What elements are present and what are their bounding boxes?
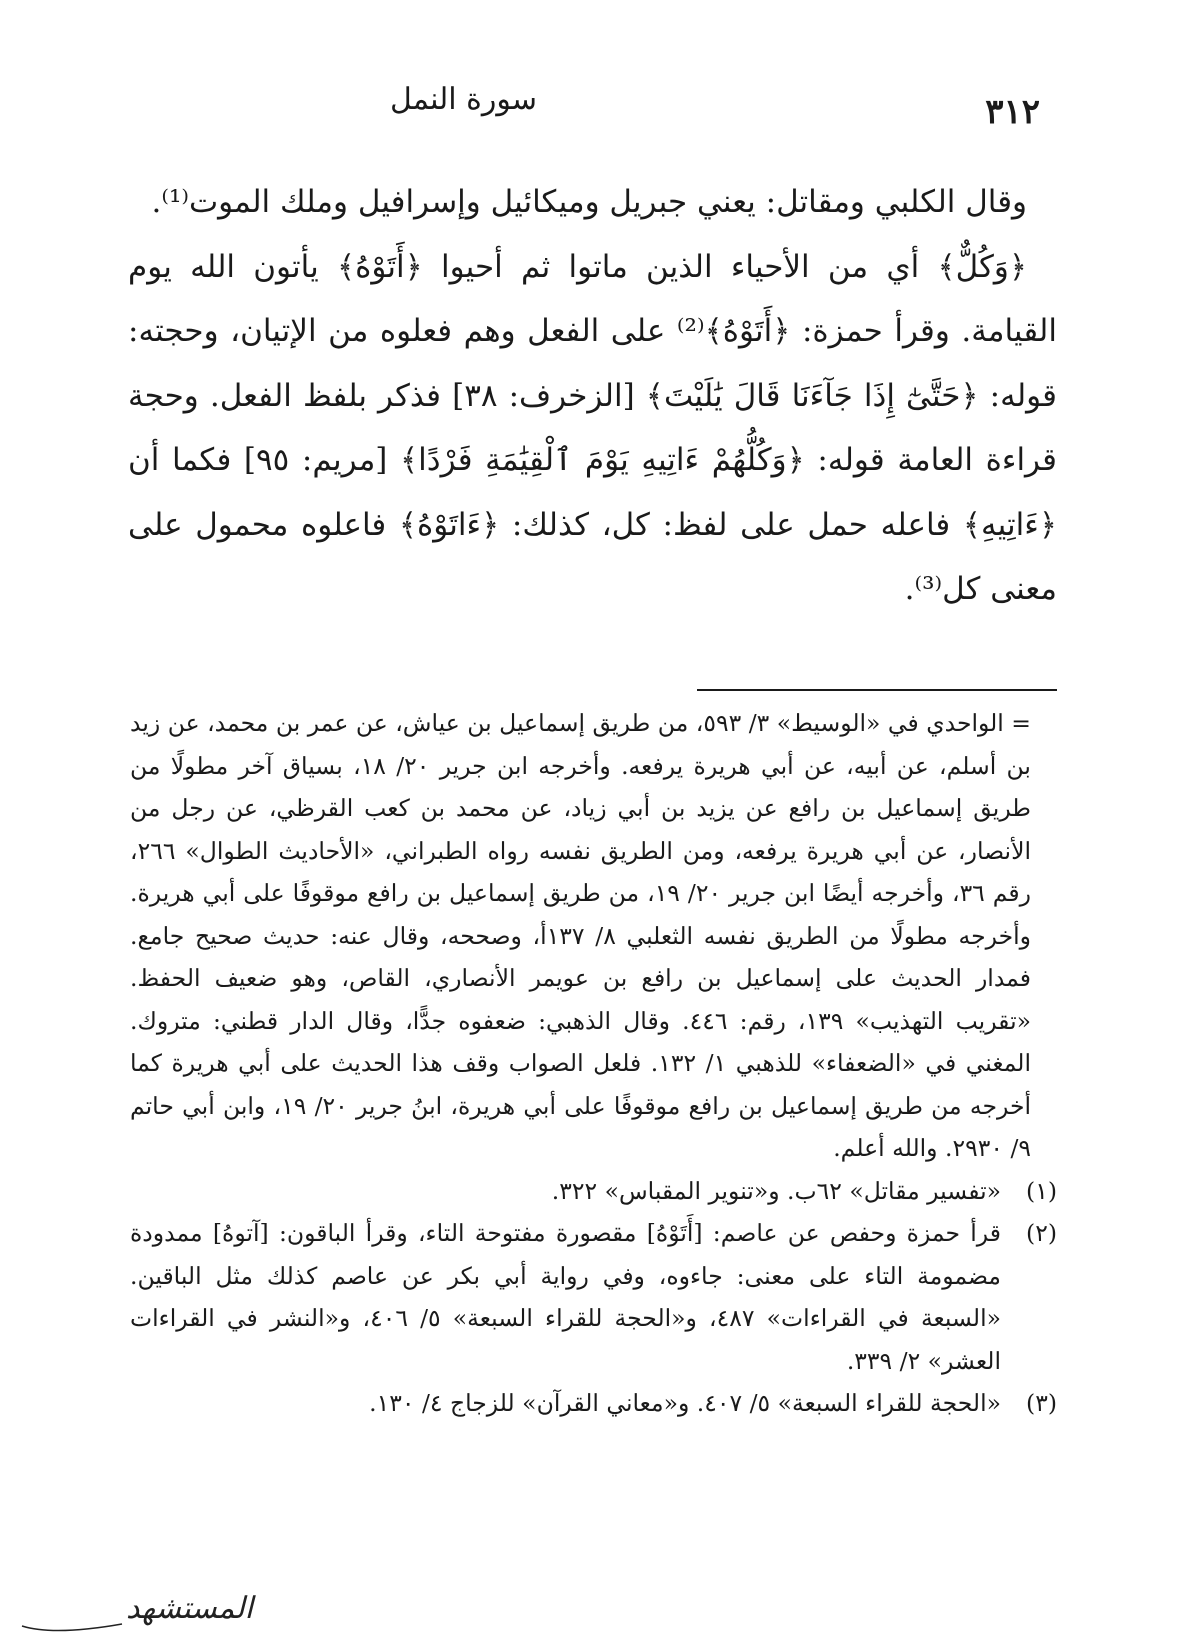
footnote-number: (١) <box>1026 1176 1057 1205</box>
footnote-text: قرأ حمزة وحفص عن عاصم: [أَتَوْهُ] مقصورة مفتوحة التاء، وقرأ الباقون: [آتوهُ] ممدودة مضمومة التاء على معنى: جاءوه، وفي رواية أبي بكر عن عاصم كذلك مثل الباقين. «السبعة في القراءات» ٤٨٧، و«الحجة للقراء السبعة» ٥/ ٤٠٦، و«النشر في القراءات العشر» ٢/ ٣٣٩. <box>130 1219 1002 1375</box>
footnote-2 <box>130 1212 1057 1382</box>
watermark-logo <box>14 1580 253 1640</box>
page-number: ٣١٢ <box>985 92 1040 132</box>
running-head: سورة النمل <box>390 82 537 117</box>
main-text <box>128 170 1057 622</box>
footnote-number: (٢) <box>1026 1219 1057 1247</box>
paragraph: وقال الكلبي ومقاتل: يعني جبريل وميكائيل وإسرافيل وملك الموت⁽¹⁾. <box>151 184 1027 220</box>
footnote-continuation: = الواحدي في «الوسيط» ٣/ ٥٩٣، من طريق إسماعيل بن عياش، عن عمر بن محمد، عن زيد بن أسلم، عن أبيه، عن أبي هريرة يرفعه. وأخرجه ابن جرير ٢٠/ ١٨، بسياق آخر مطولًا من طريق إسماعيل بن رافع عن يزيد بن أبي زياد، عن محمد بن كعب القرظي، عن رجل من الأنصار، عن أبي هريرة يرفعه، ومن الطريق نفسه رواه الطبراني، «الأحاديث الطوال» ٢٦٦، رقم ٣٦، وأخرجه أيضًا ابن جرير ٢٠/ ١٩، من طريق إسماعيل بن رافع موقوفًا على أبي هريرة. وأخرجه مطولًا من الطريق نفسه الثعلبي ٨/ ١٣٧أ، وصححه، وقال عنه: حديث صحيح جامع. فمدار الحديث على إسماعيل بن رافع بن عويمر الأنصاري، القاص، وهو ضعيف الحفظ. «تقريب التهذيب» ١٣٩، رقم: ٤٤٦. وقال الذهبي: ضعفوه جدًّا، وقال الدار قطني: متروك. المغني في «الضعفاء» للذهبي ١/ ١٣٢. فلعل الصواب وقف هذا الحديث على أبي هريرة كما أخرجه من طريق إسماعيل بن رافع موقوفًا على أبي هريرة، ابنُ جرير ٢٠/ ١٩، وابن أبي حاتم ٩/ ٢٩٣٠. والله أعلم. <box>130 709 1032 1162</box>
page-header <box>130 72 1055 132</box>
footnotes <box>130 702 1057 1425</box>
footnote-1 <box>130 1170 1057 1213</box>
watermark-text: المستشهد <box>126 1591 253 1626</box>
footnote-separator <box>697 689 1057 691</box>
footnote-text: «تفسير مقاتل» ٦٢ب. و«تنوير المقباس» ٣٢٢. <box>551 1176 1001 1205</box>
footnote-3 <box>130 1382 1057 1425</box>
paragraph: ﴿وَكُلٌّ﴾ أي من الأحياء الذين ماتوا ثم أحيوا ﴿أَتَوْهُ﴾ يأتون الله يوم القيامة. وقرأ حمزة: ﴿أَتَوْهُ﴾⁽²⁾ على الفعل وهم فعلوه من الإتيان، وحجته: قوله: ﴿حَتَّىٰٓ إِذَا جَآءَنَا قَالَ يَٰلَيْتَ﴾ [الزخرف: ٣٨] فذكر بلفظ الفعل. وحجة قراءة العامة قوله: ﴿وَكُلُّهُمْ ءَاتِيهِ يَوْمَ ٱلْقِيَٰمَةِ فَرْدًا﴾ [مريم: ٩٥] فكما أن ﴿ءَاتِيهِ﴾ فاعله حمل على لفظ: كل، كذلك: ﴿ءَاتَوْهُ﴾ فاعلوه محمول على معنى كل⁽³⁾. <box>128 248 1057 607</box>
footnote-text: «الحجة للقراء السبعة» ٥/ ٤٠٧. و«معاني القرآن» للزجاج ٤/ ١٣٠. <box>369 1389 1001 1417</box>
footnote-number: (٣) <box>1026 1389 1057 1417</box>
